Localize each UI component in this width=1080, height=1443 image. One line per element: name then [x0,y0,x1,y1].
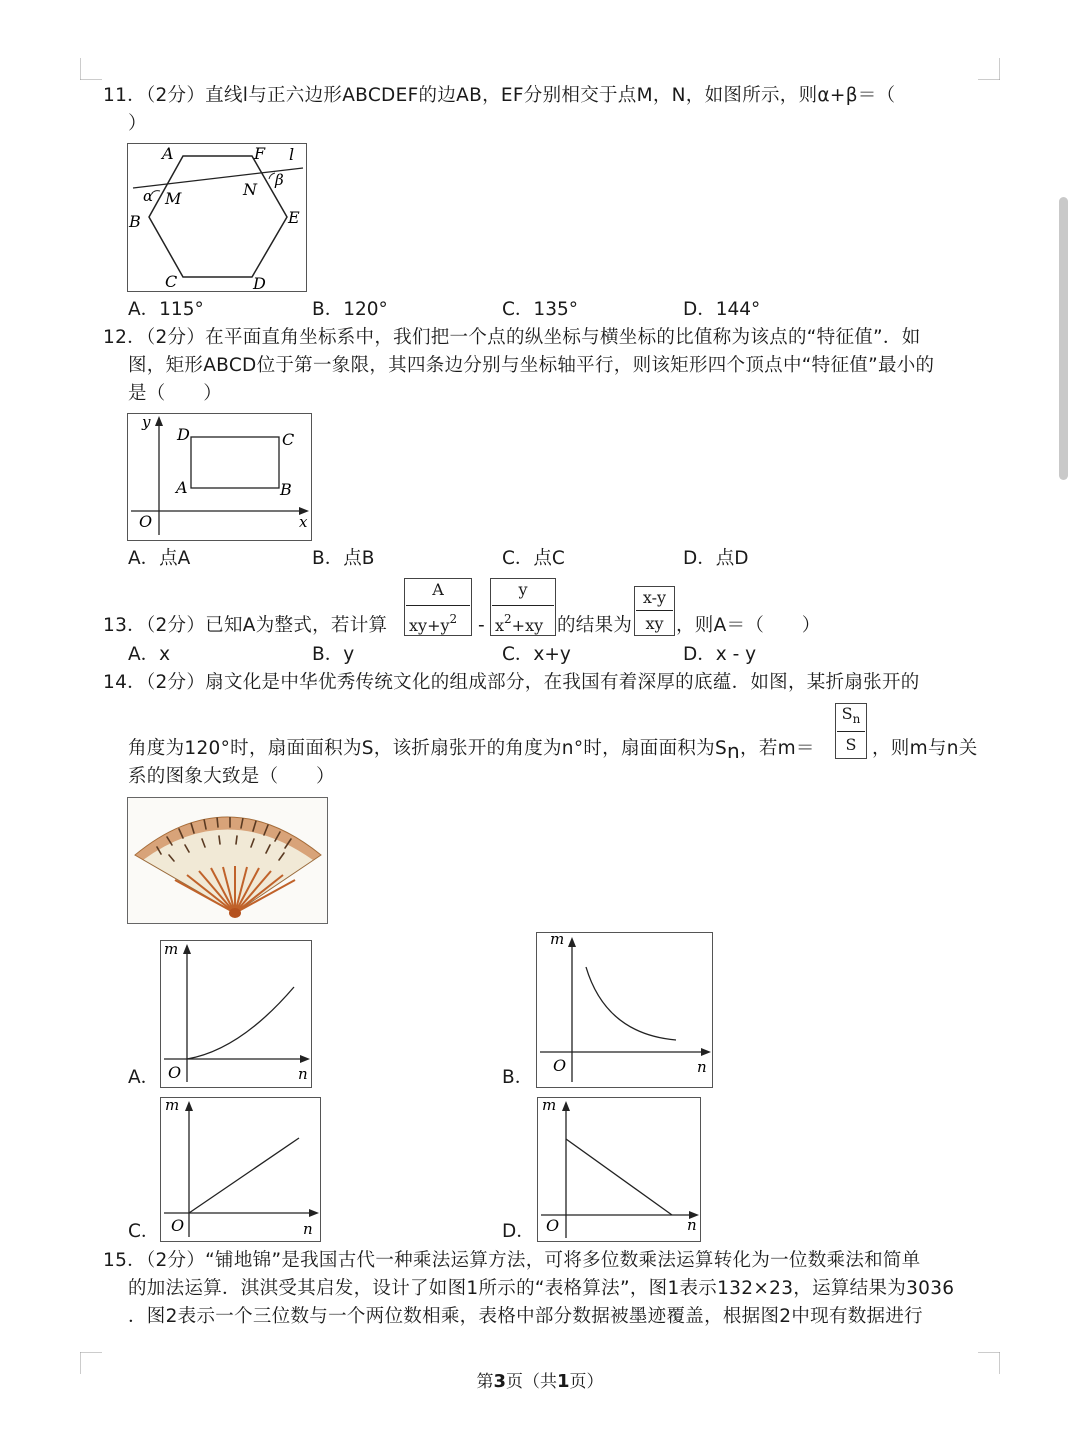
q13-option-a: A．x [128,644,171,665]
q14-graph-a-label-O: O [168,1063,182,1082]
q13-option-c: C．x+y [502,644,571,665]
q13-option-b: B．y [312,644,355,665]
page-footer [0,1367,1080,1392]
q12-option-d: D．点D [683,548,749,569]
q11-label-beta: β [275,171,284,189]
footer-prefix: 第 [476,1372,494,1392]
q14-line2 [128,735,815,765]
q13-frac2-den-pre: x [495,616,505,635]
q12-line1: 12．（2分）在平面直角坐标系中，我们把一个点的纵坐标与横坐标的比值称为该点的“特征值”．如 [103,327,921,348]
q14-line2-c: ，则m与n关 [872,738,978,759]
q12-option-a: A．点A [128,548,191,569]
q13-mid: 的结果为 [557,615,633,636]
q11-line1: 11．（2分）直线l与正六边形ABCDEF的边AB，EF分别相交于点M，N，如图所示，则α+β＝（ [103,85,896,106]
q14-option-c: C． [128,1221,160,1242]
q11-label-B: B [129,212,141,231]
q11-label-alpha: α [143,187,154,205]
q14-graph-b-label-m: m [550,932,565,948]
q13-frac1-den-exp: 2 [449,612,458,626]
q13-option-d: D．x - y [683,644,757,665]
footer-page-number: 3 [493,1371,506,1392]
q14-line3: 系的图象大致是（ ） [128,766,335,787]
q14-graph-c [160,1097,321,1242]
q13-frac1-denominator [409,612,457,635]
footer-total-pages: 1 [557,1371,570,1392]
q13-frac2-den-exp: 2 [504,612,512,626]
q11-label-D: D [253,274,266,292]
vertical-scrollbar[interactable] [1059,197,1068,480]
q13-frac1-bar [406,605,470,606]
q11-option-c: C．135° [502,299,578,320]
q11-hexagon-figure [127,143,307,292]
q14-line1: 14．（2分）扇文化是中华优秀传统文化的组成部分，在我国有着深厚的底蕴．如图，某折扇张开的 [103,672,920,693]
q14-graph-a-label-m: m [164,940,179,958]
q13-frac2-denominator [495,612,543,635]
q14-option-b: B． [502,1067,534,1088]
q12-label-D: D [177,425,190,444]
q14-graph-a [160,940,312,1088]
q13-frac2-bar [492,605,554,606]
q14-frac-num-base: S [841,704,853,723]
q14-graph-c-label-n: n [303,1220,313,1238]
q14-line2-a: 角度为120°时，扇面面积为S，该折扇张开的角度为n°时，扇面面积为S [128,738,728,759]
q13-frac3-denominator: xy [645,614,664,633]
q11-label-E: E [288,208,300,227]
q13-suffix: ，则A＝（ ） [676,615,821,636]
q11-label-N: N [243,180,257,199]
q14-graph-d-label-m: m [542,1097,557,1114]
q11-label-l: l [289,145,295,164]
q14-line2-sub: n [727,739,741,763]
q12-label-O: O [139,512,153,531]
q13-frac3-bar [636,610,673,611]
q12-label-A: A [176,478,188,497]
q13-frac2-den-post: +xy [511,616,544,635]
q14-graph-d-label-O: O [546,1216,560,1235]
q14-graph-b-label-O: O [553,1056,567,1075]
q12-option-b: B．点B [312,548,375,569]
q14-line2-b: ，若m＝ [740,738,815,759]
q12-label-C: C [282,430,295,449]
q14-fan-picture [127,797,328,924]
q12-rectangle-figure [127,413,312,541]
q14-graph-d-label-n: n [687,1216,697,1234]
q11-option-b: B．120° [312,299,388,320]
footer-suffix: 页） [569,1372,604,1392]
q12-line3: 是（ ） [128,383,223,404]
q13-frac3-numerator: x-y [642,588,667,607]
q12-label-B: B [280,480,292,499]
q14-graph-b [536,932,713,1088]
q14-frac-numerator [835,704,867,726]
q11-label-A: A [162,144,174,163]
q14-frac-num-sub: n [852,712,861,727]
q12-option-c: C．点C [502,548,565,569]
q12-label-y: y [142,413,151,431]
corner-mark-top-left [80,58,102,80]
q15-line2: 的加法运算．淇淇受其启发，设计了如图1所示的“表格算法”，图1表示132×23，运算结果为3036 [128,1278,955,1299]
corner-mark-top-right [978,58,1000,80]
q12-label-x: x [299,513,308,531]
q14-graph-c-label-m: m [165,1097,180,1114]
q13-minus: - [478,615,485,636]
q14-option-d: D． [502,1221,535,1242]
footer-middle: 页（共 [506,1372,557,1392]
q14-frac-bar [837,731,865,732]
q14-graph-c-label-O: O [171,1216,185,1235]
q15-line1: 15．（2分）“铺地锦”是我国古代一种乘法运算方法，可将多位数乘法运算转化为一位数乘法和简单 [103,1250,921,1271]
q14-option-a: A． [128,1067,160,1088]
q13-prefix: 13．（2分）已知A为整式，若计算 [103,615,388,636]
q13-frac2-numerator: y [518,580,528,599]
q11-option-a: A．115° [128,299,204,320]
q13-frac1-numerator: A [432,580,444,599]
q12-line2: 图，矩形ABCD位于第一象限，其四条边分别与坐标轴平行，则该矩形四个顶点中“特征值”最小的 [128,355,935,376]
q11-option-d: D．144° [683,299,761,320]
q11-label-M: M [165,189,182,208]
q14-graph-b-label-n: n [697,1058,707,1076]
q11-label-C: C [165,272,178,291]
q11-line2: ） [128,113,147,134]
q14-graph-a-label-n: n [298,1065,308,1083]
q13-frac1-den-base: xy+y [409,616,450,635]
q14-graph-d [537,1097,701,1242]
q14-frac-denominator: S [845,735,857,754]
q15-line3: ．图2表示一个三位数与一个两位数相乘，表格中部分数据被墨迹覆盖，根据图2中现有数据进行 [128,1306,923,1327]
q11-label-F: F [254,144,266,163]
